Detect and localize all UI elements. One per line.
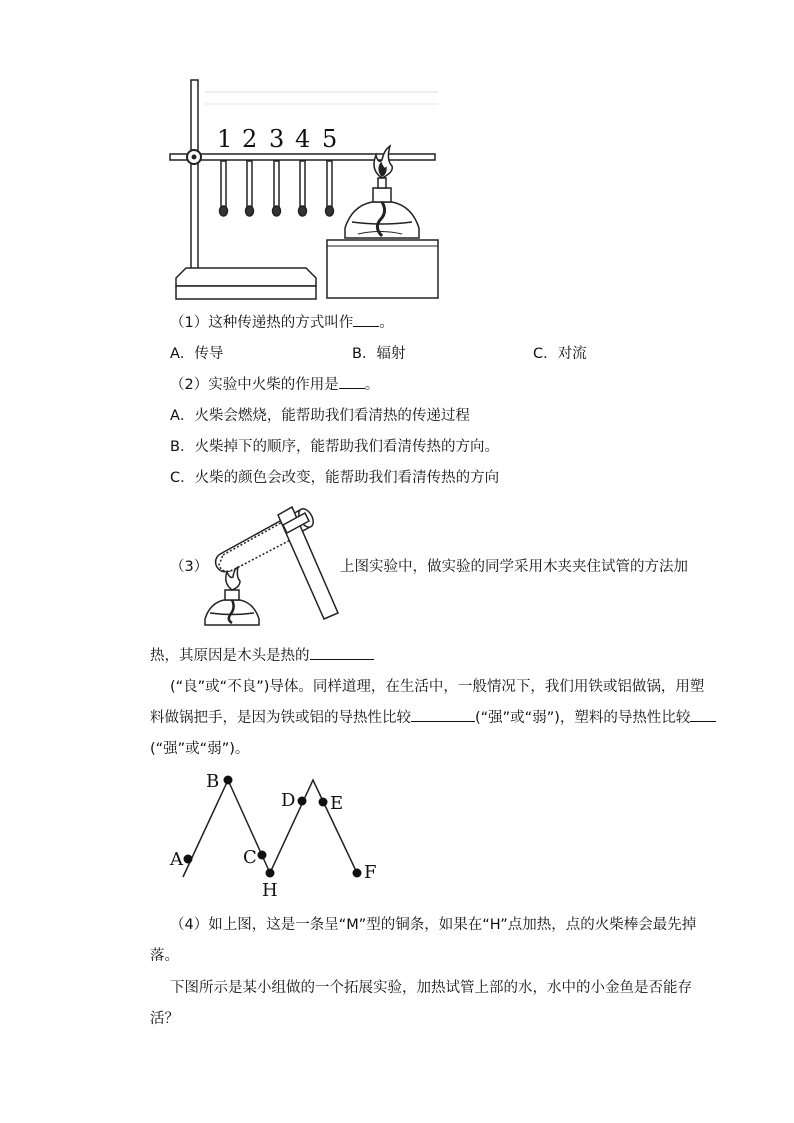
match-number-3: 3: [269, 125, 285, 153]
figure-iron-stand-apparatus: [0, 0, 794, 320]
q2-option-b[interactable]: B．火柴掉下的顺序，能帮助我们看清传热的方向。: [170, 439, 499, 455]
q3-blank-conductor[interactable]: [310, 645, 374, 660]
q4-line1: （4）如上图，这是一条呈“M”型的铜条，如果在“H”点加热，点的火柴棒会最先掉: [170, 917, 697, 933]
point-label-d: D: [281, 790, 296, 811]
q4-line2: 落。: [150, 948, 179, 964]
stand-rod: [191, 80, 198, 298]
q2-option-c[interactable]: C．火柴的颜色会改变，能帮助我们看清传热的方向: [170, 470, 500, 486]
point-label-a: A: [170, 849, 183, 870]
figure-m-shaped-copper-strip: [0, 765, 794, 905]
q3-blank-metal[interactable]: [411, 707, 475, 722]
stand-base: [176, 268, 316, 286]
q2-stem-text: （2）实验中火柴的作用是: [170, 377, 339, 393]
point-label-f: F: [364, 862, 377, 883]
q3-line3b: (“强”或“弱”)，塑料的导热性比较: [475, 710, 691, 726]
point-label-h: H: [262, 880, 278, 901]
horizontal-rod: [170, 154, 435, 160]
q2-option-a[interactable]: A．火柴会燃烧，能帮助我们看清热的传递过程: [170, 408, 470, 424]
point-label-e: E: [330, 793, 344, 814]
point-label-b: B: [206, 771, 220, 792]
q2-stem: [170, 373, 379, 394]
q3-line4: (“强”或“弱”)。: [150, 741, 250, 757]
matches: [220, 161, 334, 216]
extension-line1: 下图所示是某小组做的一个拓展实验，加热试管上部的水，水中的小金鱼是否能存: [170, 980, 692, 996]
q3-number: （3）: [170, 559, 209, 575]
wooden-block: [327, 240, 438, 298]
q3-line3: [150, 706, 716, 727]
q1-stem: [170, 311, 394, 332]
q3-line1-text: 热，其原因是木头是热的: [150, 648, 310, 664]
q2-answer-blank[interactable]: [339, 374, 365, 389]
q2-stem-end: 。: [364, 377, 380, 393]
match-number-1: 1: [217, 125, 233, 153]
match-number-5: 5: [322, 125, 338, 153]
q1-stem-text: （1）这种传递热的方式叫作: [170, 315, 354, 331]
q3-text-right: 上图实验中，做实验的同学采用木夹夹住试管的方法加: [340, 559, 688, 575]
q3-line3a: 料做锅把手，是因为铁或铝的导热性比较: [150, 710, 411, 726]
q1-answer-blank[interactable]: [353, 312, 379, 327]
q1-option-a[interactable]: A．传导: [170, 346, 224, 362]
match-number-4: 4: [295, 125, 311, 153]
match-number-2: 2: [242, 125, 258, 153]
extension-line2: 活？: [150, 1011, 179, 1027]
small-alcohol-lamp: [205, 567, 259, 625]
q3-blank-plastic[interactable]: [690, 707, 716, 722]
point-label-c: C: [243, 847, 257, 868]
q3-line1: [150, 644, 374, 665]
q1-stem-end: 。: [379, 315, 394, 331]
q1-option-c[interactable]: C．对流: [533, 346, 587, 362]
q1-option-b[interactable]: B．辐射: [352, 346, 406, 362]
q3-line2: (“良”或“不良”)导体。同样道理，在生活中，一般情况下，我们用铁或铝做锅，用塑: [170, 679, 705, 695]
